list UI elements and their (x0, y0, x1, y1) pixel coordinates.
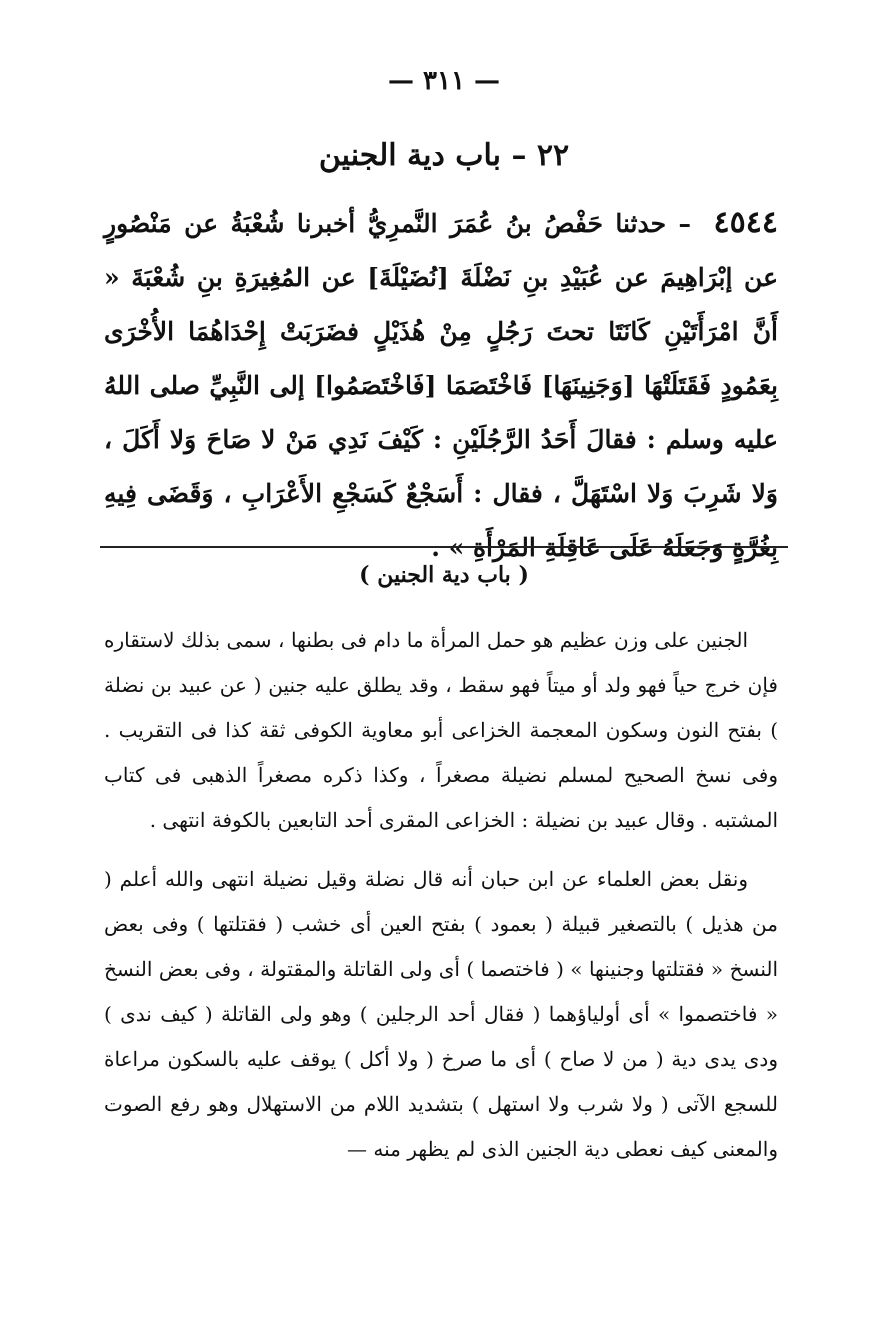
commentary-paragraph: الجنين على وزن عظيم هو حمل المرأة ما دام فى بطنها ، سمى بذلك لاستقاره فإن خرج حياً فهو ولد أو ميتاً فهو سقط ، وقد يطلق عليه جنين ( عن عبيد بن نضلة ) بفتح النون وسكون المعجمة الخزاعى أبو معاوية الكوفى ثقة كذا فى التقريب . وفى نسخ الصحيح لمسلم نضيلة مصغراً ، وكذا ذكره مصغراً الذهبى فى كتاب المشتبه . وقال عبيد بن نضيلة : الخزاعى المقرى أحد التابعين بالكوفة انتهى . (104, 628, 778, 832)
section-divider (100, 546, 788, 548)
commentary-block (104, 618, 778, 1172)
hadith-text: – حدثنا حَفْصُ بنُ عُمَرَ النَّمرِيُّ أخبرنا شُعْبَةُ عن مَنْصُورٍ عن إبْرَاهِيمَ عن عُبَيْدِ بنِ نَضْلَةَ [نُضَيْلَةَ] عن المُغِيرَةِ بنِ شُعْبَةَ « أَنَّ امْرَأَتَيْنِ كَانَتَا تحتَ رَجُلٍ مِنْ هُذَيْلٍ فضَرَبَتْ إِحْدَاهُمَا الأُخْرَى بِعَمُودٍ فَقَتَلَتْهَا [وَجَنِينَهَا] فَاخْتَصَمَا [فَاخْتَصَمُوا] إلى النَّبِيِّ صلى اللهُ عليه وسلم : فقالَ أَحَدُ الرَّجُلَيْنِ : كَيْفَ نَدِي مَنْ لا صَاحَ وَلا أَكَلَ ، وَلا شَرِبَ وَلا اسْتَهَلَّ ، فقال : أَسَجْعٌ كَسَجْعِ الأَعْرَابِ ، وَقَضَى فِيهِ بِغُرَّةٍ وَجَعَلَهُ عَلَى عَاقِلَةِ المَرْأَةِ » . (104, 209, 778, 562)
page-number: — ٣١١ — (387, 66, 501, 96)
commentary-paragraph: ونقل بعض العلماء عن ابن حبان أنه قال نضلة وقيل نضيلة انتهى والله أعلم ( من هذيل ) بالتصغير قبيلة ( بعمود ) بفتح العين أى خشب ( فقتلتها ) وفى بعض النسخ « فقتلتها وجنينها » ( فاختصما ) أى ولى القاتلة والمقتولة ، وفى بعض النسخ « فاختصموا » أى أولياؤهما ( فقال أحد الرجلين ) وهو ولى القاتلة ( كيف ندى ) ودى يدى دية ( من لا صاح ) أى ما صرخ ( ولا أكل ) يوقف عليه بالسكون مراعاة للسجع الآتى ( ولا شرب ولا استهل ) بتشديد اللام من الاستهلال وهو رفع الصوت والمعنى كيف نعطى دية الجنين الذى لم يظهر منه — (104, 867, 778, 1161)
chapter-title: ٢٢ – باب دية الجنين (318, 138, 570, 173)
hadith-number: ٤٥٤٤ (713, 205, 778, 240)
hadith-block (104, 196, 778, 575)
commentary-title: ( باب دية الجنين ) (359, 562, 529, 588)
